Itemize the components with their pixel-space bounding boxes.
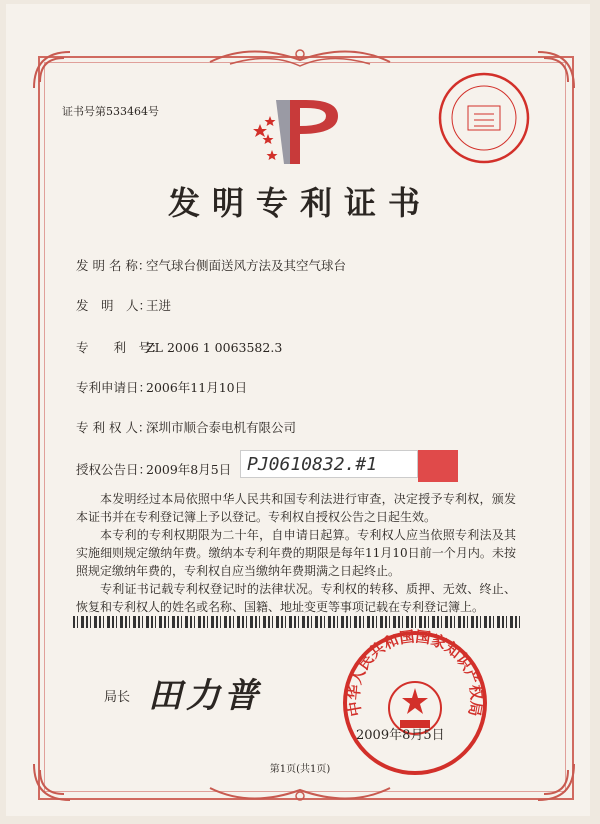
field-label: 专 利 号： <box>76 340 164 355</box>
field-value: 空气球台侧面送风方法及其空气球台 <box>146 258 347 273</box>
certificate-number: 证书号第533464号 <box>62 105 159 118</box>
field-value: 2006年11月10日 <box>146 380 248 395</box>
handwritten-label: PJ0610832.#1 <box>240 450 418 478</box>
field-value: 王进 <box>146 298 172 313</box>
barcode <box>73 616 521 628</box>
signature-title: 局长 <box>104 690 131 705</box>
field-patent-number <box>76 338 282 356</box>
field-invention-name <box>76 256 346 274</box>
field-inventor <box>76 296 171 314</box>
seal-date: 2009年8月5日 <box>356 728 445 743</box>
field-value: 深圳市顺合泰电机有限公司 <box>146 420 297 435</box>
field-label: 授权公告日： <box>76 462 152 477</box>
patent-office-logo-icon <box>246 94 346 166</box>
seal-text: 中华人民共和国国家知识产权局 <box>344 628 486 718</box>
director-signature: 田力普 <box>148 676 262 716</box>
paragraph-2: 本专利的专利权期限为二十年，自申请日起算。专利权人应当依照专利法及其实施细则规定缴纳年费。缴纳本专利年费的期限是每年11月10日前一个月内。未按照规定缴纳年费的，专利权自应当缴纳年费期满之日起终止。 <box>76 528 516 578</box>
field-label: 专利申请日： <box>76 380 152 395</box>
field-label: 发 明 名 称： <box>76 258 151 273</box>
paragraph-1: 本发明经过本局依照中华人民共和国专利法进行审查，决定授予专利权，颁发本证书并在专利登记簿上予以登记。专利权自授权公告之日起生效。 <box>76 492 516 524</box>
top-ornament <box>200 42 400 72</box>
official-seal <box>340 628 490 778</box>
red-tab <box>418 450 458 482</box>
field-grant-date <box>76 460 231 478</box>
field-patentee <box>76 418 296 436</box>
field-label: 发 明 人： <box>76 298 152 313</box>
bottom-ornament <box>200 778 400 808</box>
field-value: ZL 2006 1 0063582.3 <box>146 340 283 355</box>
field-application-date <box>76 378 247 396</box>
corner-ornament-top-right <box>532 48 578 94</box>
field-value: 2009年8月5日 <box>146 462 232 477</box>
page-footer: 第1页(共1页) <box>269 764 331 775</box>
agency-stamp <box>436 70 532 166</box>
field-label: 专 利 权 人： <box>76 420 151 435</box>
paragraph-3: 专利证书记载专利权登记时的法律状况。专利权的转移、质押、无效、终止、恢复和专利权人的姓名或名称、国籍、地址变更等事项记载在专利登记簿上。 <box>76 582 516 614</box>
certificate-title: 发明专利证书 <box>167 184 432 222</box>
corner-ornament-top-left <box>30 48 76 94</box>
